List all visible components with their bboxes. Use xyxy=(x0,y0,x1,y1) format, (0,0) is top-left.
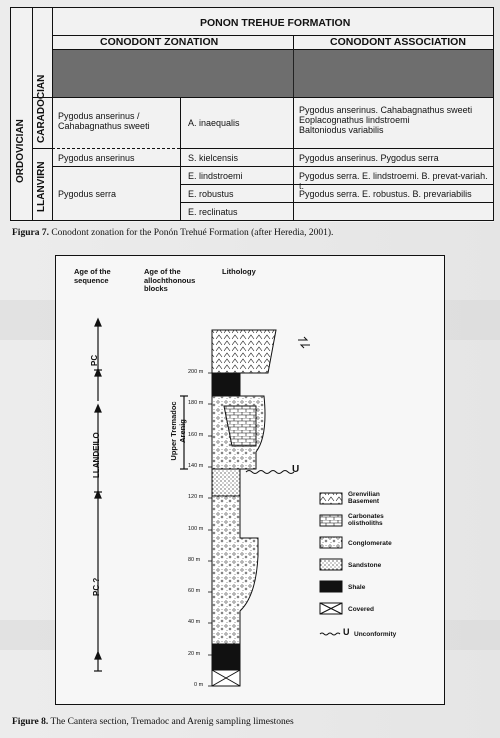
depth-label: 180 m xyxy=(188,400,204,406)
caption-label: Figura 7. xyxy=(12,228,49,238)
legend-unconformity-symbol: U xyxy=(343,627,350,637)
depth-label: 40 m xyxy=(188,619,201,625)
depth-label: 120 m xyxy=(188,494,204,500)
association-line: Eoplacognathus lindstroemi xyxy=(299,115,410,125)
zone-cell: Pygodus anserinus / Cahabagnathus sweeti xyxy=(58,111,150,131)
age-llandeilo: LLANDEILO xyxy=(92,432,101,478)
depth-label: 100 m xyxy=(188,526,204,532)
depth-label: 80 m xyxy=(188,557,201,563)
subzone-cell: S. kielcensis xyxy=(188,153,239,163)
depth-label: 160 m xyxy=(188,432,204,438)
gray-band xyxy=(53,50,493,97)
col-zonation-header: CONODONT ZONATION xyxy=(100,36,219,48)
lithology-column xyxy=(212,330,276,686)
legend-conglomerate: Conglomerate xyxy=(348,540,392,547)
depth-label: 140 m xyxy=(188,463,204,469)
caption-label: Figure 8. xyxy=(12,717,49,727)
age-axis xyxy=(94,319,102,671)
association-line: Pygodus serra. E. robustus. B. prevariabilis xyxy=(299,189,472,199)
formation-title: PONON TREHUE FORMATION xyxy=(200,17,351,29)
subzone-cell: E. robustus xyxy=(188,189,234,199)
subzone-cell: E. reclinatus xyxy=(188,207,238,217)
association-line: Pygodus serra. E. lindstroemi. B. prevat-variah. t. xyxy=(299,171,488,191)
age-pc-lower: PC ? xyxy=(92,577,101,596)
col-association-header: CONODONT ASSOCIATION xyxy=(330,36,466,48)
depth-label: 20 m xyxy=(188,651,201,657)
block-age-label: Upper Tremadoc Arenig xyxy=(169,401,187,461)
caption-text: Conodont zonation for the Ponón Trehué Formation (after Heredia, 2001). xyxy=(48,228,334,238)
section-diagram xyxy=(56,256,446,706)
unconformity-symbol: U xyxy=(292,464,300,475)
age-pc-top: PC xyxy=(90,354,99,366)
subzone-cell: A. inaequalis xyxy=(188,118,240,128)
stage-upper-label: CARADOCIAN xyxy=(36,74,47,143)
legend-covered: Covered xyxy=(348,606,375,613)
depth-label: 200 m xyxy=(188,369,204,375)
legend-sandstone: Sandstone xyxy=(348,562,382,569)
depth-label: 0 m xyxy=(194,682,204,688)
header-blocks: Age of the allochthonous blocks xyxy=(144,267,196,293)
cantera-section-figure xyxy=(55,255,445,705)
association-line: Baltoniodus variabilis xyxy=(299,125,384,135)
caption-text: The Cantera section, Tremadoc and Arenig sampling limestones xyxy=(48,717,294,727)
header-lithology: Lithology xyxy=(222,267,256,276)
association-line: Pygodus anserinus. Pygodus serra xyxy=(299,153,439,163)
period-label: ORDOVICIAN xyxy=(15,119,26,183)
subzone-cell: E. lindstroemi xyxy=(188,171,243,181)
stage-lower-label: LLANVIRN xyxy=(36,161,47,212)
fault-symbol xyxy=(298,337,310,348)
depth-label: 60 m xyxy=(188,588,201,594)
zone-cell: Pygodus anserinus xyxy=(58,153,135,163)
legend-unconformity: Unconformity xyxy=(354,631,397,638)
unconformity-mark xyxy=(246,471,294,474)
association-line: Pygodus anserinus. Cahabagnathus sweeti xyxy=(299,105,473,115)
legend-grenvilian: Grenvilian Basement xyxy=(348,491,380,505)
header-sequence: Age of the sequence xyxy=(74,267,111,285)
legend-carbonates: Carbonates olistholiths xyxy=(348,513,384,527)
figure8-caption xyxy=(12,717,294,727)
figure7-caption xyxy=(12,228,333,238)
zone-cell: Pygodus serra xyxy=(58,189,117,199)
legend-shale: Shale xyxy=(348,584,366,591)
legend-swatches xyxy=(320,493,342,635)
conodont-zonation-table xyxy=(10,7,494,222)
depth-ticks xyxy=(208,373,212,686)
